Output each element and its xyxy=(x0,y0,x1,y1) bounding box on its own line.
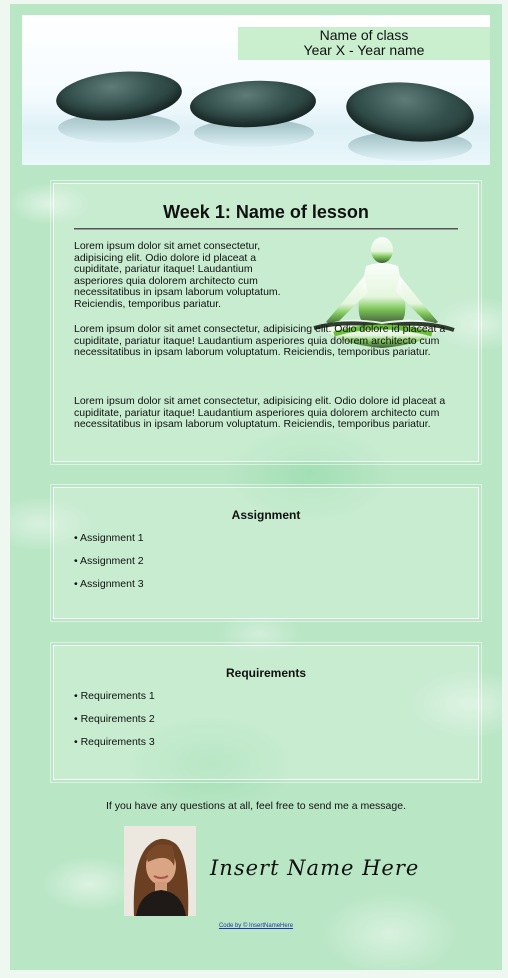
header-banner xyxy=(22,15,490,165)
signature: Insert Name Here xyxy=(210,856,420,880)
portrait-image xyxy=(124,826,196,916)
stone-2 xyxy=(189,78,317,131)
lesson-paragraph-3: Lorem ipsum dolor sit amet consectetur, adipisicing elit. Odio dolore id placeat a cupiditate, pariatur itaque! Laudantium asperiores quia dolorem architecto cum necessitatibus in ipsam laborum voluptatum. Reiciendis, temporibus pariatur. xyxy=(74,395,446,431)
list-item: • Assignment 1 xyxy=(74,532,144,555)
assignment-card xyxy=(53,487,479,619)
list-item: • Requirements 3 xyxy=(74,736,155,759)
credit-link[interactable]: Code by © InsertNameHere xyxy=(218,923,294,929)
list-item: • Assignment 2 xyxy=(74,555,144,578)
list-item: • Requirements 2 xyxy=(74,713,155,736)
assignment-list xyxy=(74,532,144,601)
requirements-list xyxy=(74,690,155,759)
page-background xyxy=(10,4,502,970)
lesson-card xyxy=(53,183,479,462)
title-divider xyxy=(74,228,458,230)
stone-1 xyxy=(54,67,184,126)
lesson-paragraph-1: Lorem ipsum dolor sit amet consectetur, adipisicing elit. Odio dolore id placeat a cupiditate, pariatur itaque! Laudantium asperiores quia dolorem architecto cum necessitatibus in ipsam laborum voluptatum. Reiciendis, temporibus pariatur. xyxy=(74,240,281,310)
class-title-box xyxy=(238,27,490,60)
assignment-title: Assignment xyxy=(231,508,301,522)
lesson-title: Week 1: Name of lesson xyxy=(163,202,369,222)
contact-text: If you have any questions at all, feel free to send me a message. xyxy=(105,800,406,812)
class-name: Name of class xyxy=(319,27,409,43)
teacher-photo xyxy=(124,826,196,916)
lesson-paragraph-2: Lorem ipsum dolor sit amet consectetur, adipisicing elit. Odio dolore id placeat a cupiditate, pariatur itaque! Laudantium asperiores quia dolorem architecto cum necessitatibus in ipsam laborum voluptatum. Reiciendis, temporibus pariatur. xyxy=(74,323,446,359)
list-item: • Requirements 1 xyxy=(74,690,155,713)
requirements-card xyxy=(53,645,479,780)
year-name: Year X - Year name xyxy=(303,42,425,58)
requirements-title: Requirements xyxy=(225,666,307,680)
list-item: • Assignment 3 xyxy=(74,578,144,601)
